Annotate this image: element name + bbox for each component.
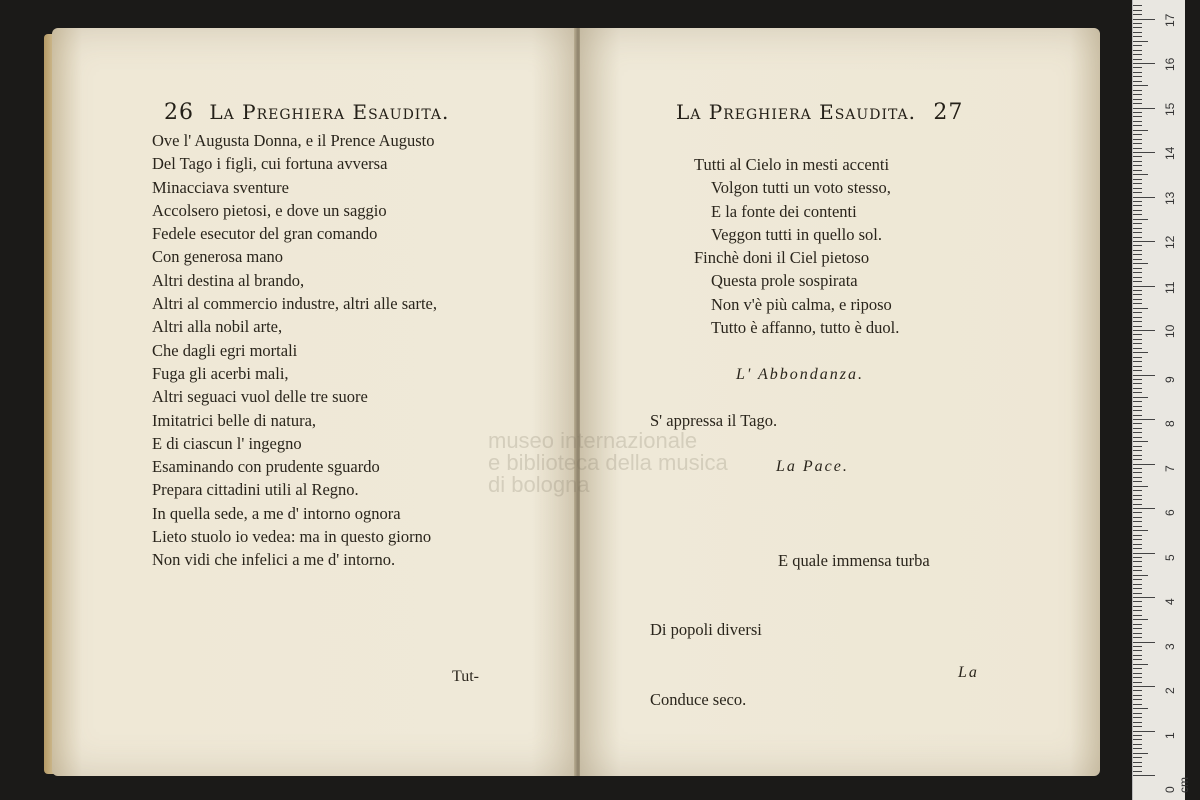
ruler-label: 17 [1163, 13, 1177, 27]
ruler-tick [1133, 446, 1142, 447]
open-book [52, 28, 1100, 780]
verse-line: E di ciascun l' ingegno [152, 433, 302, 453]
ruler-tick [1133, 357, 1142, 358]
ruler-tick [1133, 361, 1142, 362]
verse-line: Di popoli diversi [650, 620, 762, 640]
ruler-tick [1133, 50, 1142, 51]
ruler-tick [1133, 23, 1142, 24]
ruler-tick [1133, 228, 1142, 229]
verse-line: Che dagli egri mortali [152, 340, 298, 360]
ruler-tick [1133, 753, 1148, 754]
ruler-tick [1133, 263, 1148, 264]
ruler-tick [1133, 579, 1142, 580]
ruler-tick [1133, 148, 1142, 149]
ruler-tick [1133, 655, 1142, 656]
speaker-pace: La Pace. [776, 458, 849, 475]
ruler-tick [1133, 615, 1142, 616]
speaker-abbondanza: L' Abbondanza. [736, 366, 865, 383]
ruler-tick [1133, 192, 1142, 193]
ruler-tick [1133, 19, 1155, 20]
verse-line: Questa prole sospirata [711, 271, 858, 291]
verse-line: Del Tago i figli, cui fortuna avversa [152, 154, 388, 174]
ruler-label: 14 [1163, 146, 1177, 160]
ruler-tick [1133, 67, 1142, 68]
ruler-label: 15 [1163, 102, 1177, 116]
ruler-tick [1133, 259, 1142, 260]
verse-line: Finchè doni il Ciel pietoso [694, 248, 870, 268]
right-page-number: 27 [933, 100, 964, 125]
watermark-line: di bologna [488, 472, 590, 497]
verse-line: Ove l' Augusta Donna, e il Prence Augusto [152, 131, 435, 150]
ruler-tick [1133, 379, 1142, 380]
ruler-tick [1133, 156, 1142, 157]
ruler-tick [1133, 450, 1142, 451]
ruler-tick [1133, 472, 1142, 473]
verse-line: Non vidi che infelici a me d' intorno. [152, 550, 396, 570]
verse-line: Conduce seco. [650, 690, 747, 710]
ruler-tick [1133, 459, 1142, 460]
ruler-label: 9 [1163, 375, 1177, 383]
ruler-tick [1133, 748, 1142, 749]
ruler-tick [1133, 94, 1142, 95]
verse-line: Tutti al Cielo in mesti accenti [694, 155, 890, 174]
ruler-tick [1133, 312, 1142, 313]
ruler-tick [1133, 677, 1142, 678]
ruler-tick [1133, 539, 1142, 540]
ruler-tick [1133, 744, 1142, 745]
ruler-tick [1133, 512, 1142, 513]
ruler-tick [1133, 713, 1142, 714]
ruler-label: 11 [1163, 281, 1177, 294]
verse-line: Prepara cittadini utili al Regno. [152, 480, 359, 500]
ruler-tick [1133, 339, 1142, 340]
ruler-tick [1133, 237, 1142, 238]
ruler-tick [1133, 659, 1142, 660]
ruler-tick [1133, 286, 1155, 287]
ruler-tick [1133, 223, 1142, 224]
ruler-tick [1133, 423, 1142, 424]
ruler-label: 16 [1163, 57, 1177, 71]
ruler-label: 1 [1163, 731, 1177, 739]
ruler-tick [1133, 290, 1142, 291]
ruler-tick [1133, 174, 1148, 175]
verse-line: In quella sede, a me d' intorno ognora [152, 503, 401, 523]
ruler-tick [1133, 245, 1142, 246]
ruler-tick [1133, 143, 1142, 144]
ruler-tick [1133, 5, 1142, 6]
verse-line: Fedele esecutor del gran comando [152, 224, 378, 244]
ruler-tick [1133, 588, 1142, 589]
ruler-tick [1133, 326, 1142, 327]
ruler-tick [1133, 59, 1142, 60]
ruler-tick [1133, 112, 1142, 113]
ruler-tick [1133, 717, 1142, 718]
ruler-tick [1133, 455, 1142, 456]
verse-line: Altri alla nobil arte, [152, 317, 283, 337]
ruler-tick [1133, 477, 1142, 478]
ruler-tick [1133, 343, 1142, 344]
ruler-tick [1133, 557, 1142, 558]
ruler-tick [1133, 606, 1142, 607]
ruler-tick [1133, 352, 1148, 353]
ruler-label: 4 [1163, 598, 1177, 605]
ruler-tick [1133, 419, 1155, 420]
ruler-label: 3 [1163, 642, 1177, 650]
verse-line: E la fonte dei contenti [711, 201, 857, 221]
ruler-tick [1133, 197, 1155, 198]
verse-line: Esaminando con prudente sguardo [152, 457, 380, 477]
ruler-tick [1133, 481, 1142, 482]
ruler-tick [1133, 762, 1142, 763]
verse-line: Imitatrici belle di natura, [152, 410, 317, 430]
ruler-tick [1133, 548, 1142, 549]
ruler-tick [1133, 277, 1142, 278]
ruler-tick [1133, 375, 1155, 376]
ruler-tick [1133, 370, 1142, 371]
right-page [580, 28, 1100, 776]
ruler-label: 7 [1163, 464, 1177, 472]
ruler-tick [1133, 690, 1142, 691]
ruler-tick [1133, 771, 1142, 772]
ruler-tick [1133, 553, 1155, 554]
ruler-tick [1133, 27, 1142, 28]
ruler-tick [1133, 406, 1142, 407]
watermark-line: museo internazionale [488, 428, 698, 453]
ruler-tick [1133, 664, 1148, 665]
ruler-tick [1133, 103, 1142, 104]
verse-line: Minacciava sventure [152, 177, 289, 197]
ruler-tick [1133, 81, 1142, 82]
verse-line: Altri seguaci vuol delle tre suore [152, 387, 368, 407]
ruler-tick [1133, 650, 1142, 651]
ruler-tick [1133, 299, 1142, 300]
ruler-tick [1133, 272, 1142, 273]
ruler-tick [1133, 504, 1142, 505]
ruler-tick [1133, 388, 1142, 389]
right-catchword: La [958, 664, 979, 681]
ruler-tick [1133, 517, 1142, 518]
ruler-tick [1133, 303, 1142, 304]
ruler-tick [1133, 10, 1142, 11]
ruler-tick [1133, 499, 1142, 500]
ruler-tick [1133, 668, 1142, 669]
ruler-tick [1133, 205, 1142, 206]
ruler-tick [1133, 63, 1155, 64]
ruler-tick [1133, 397, 1148, 398]
ruler-tick [1133, 241, 1155, 242]
measuring-ruler [1132, 0, 1191, 800]
ruler-tick [1133, 601, 1142, 602]
ruler-tick [1133, 108, 1155, 109]
verse-line: Non v'è più calma, e riposo [711, 294, 892, 314]
ruler-tick [1133, 561, 1142, 562]
ruler-tick [1133, 757, 1142, 758]
ruler-tick [1133, 281, 1142, 282]
ruler-tick [1133, 348, 1142, 349]
ruler-tick [1133, 210, 1142, 211]
ruler-tick [1133, 722, 1142, 723]
left-title: La Preghiera Esaudita. [209, 100, 450, 124]
ruler-tick [1133, 45, 1142, 46]
ruler-tick [1133, 646, 1142, 647]
left-verse-block [152, 129, 437, 572]
ruler-tick [1133, 99, 1142, 100]
ruler-tick [1133, 214, 1142, 215]
ruler-tick [1133, 699, 1142, 700]
verse-line: Volgon tutti un voto stesso, [711, 178, 891, 198]
ruler-tick [1133, 432, 1142, 433]
ruler-tick [1133, 183, 1142, 184]
ruler-label: 6 [1163, 509, 1177, 516]
ruler-tick [1133, 232, 1142, 233]
verse-line: Fuga gli acerbi mali, [152, 363, 289, 383]
ruler-tick [1133, 76, 1142, 77]
ruler-tick [1133, 735, 1142, 736]
ruler-tick [1133, 593, 1142, 594]
ruler-tick [1133, 686, 1155, 687]
ruler-label: 8 [1163, 420, 1177, 427]
ruler-tick [1133, 766, 1142, 767]
ruler-tick [1133, 152, 1155, 153]
ruler-tick [1133, 121, 1142, 122]
ruler-tick [1133, 464, 1155, 465]
ruler-tick [1133, 179, 1142, 180]
verse-line: Lieto stuolo io vedea: ma in questo giorno [152, 527, 432, 547]
ruler-tick [1133, 366, 1142, 367]
ruler-tick [1133, 619, 1148, 620]
ruler-tick [1133, 673, 1142, 674]
ruler-tick [1133, 628, 1142, 629]
ruler-tick [1133, 317, 1142, 318]
ruler-label: 13 [1163, 191, 1177, 205]
ruler-tick [1133, 308, 1148, 309]
verse-line: Con generosa mano [152, 247, 284, 267]
ruler-tick [1133, 116, 1142, 117]
ruler-label: 0 cm [1163, 777, 1191, 793]
ruler-tick [1133, 134, 1142, 135]
left-running-head [164, 100, 449, 125]
ruler-tick [1133, 383, 1142, 384]
ruler-tick [1133, 139, 1142, 140]
ruler-tick [1133, 530, 1148, 531]
ruler-tick [1133, 41, 1148, 42]
left-catchword: Tut- [452, 668, 479, 685]
ruler-tick [1133, 125, 1142, 126]
ruler-tick [1133, 188, 1142, 189]
ruler-tick [1133, 708, 1148, 709]
ruler-tick [1133, 250, 1142, 251]
ruler-label: 10 [1163, 324, 1177, 338]
ruler-tick [1133, 726, 1142, 727]
right-title: La Preghiera Esaudita. [676, 100, 917, 124]
library-watermark [488, 430, 728, 496]
ruler-tick [1133, 570, 1142, 571]
ruler-tick [1133, 437, 1142, 438]
ruler-tick [1133, 161, 1142, 162]
ruler-tick [1133, 495, 1142, 496]
ruler-tick [1133, 14, 1142, 15]
verse-line: Veggon tutti in quello sol. [711, 224, 882, 244]
watermark-line: e biblioteca della musica [488, 450, 728, 475]
ruler-tick [1133, 535, 1142, 536]
left-page [52, 28, 576, 776]
ruler-tick [1133, 521, 1142, 522]
ruler-tick [1133, 294, 1142, 295]
ruler-tick [1133, 575, 1148, 576]
ruler-tick [1133, 36, 1142, 37]
ruler-label: 2 [1163, 687, 1177, 694]
ruler-tick [1133, 54, 1142, 55]
ruler-tick [1133, 624, 1142, 625]
ruler-tick [1133, 633, 1142, 634]
ruler-tick [1133, 415, 1142, 416]
verse-line: Altri al commercio industre, altri alle sarte, [152, 294, 437, 314]
ruler-tick [1133, 704, 1142, 705]
ruler-tick [1133, 201, 1142, 202]
ruler-tick [1133, 170, 1142, 171]
ruler-tick [1133, 85, 1148, 86]
ruler-tick [1133, 526, 1142, 527]
ruler-tick [1133, 441, 1148, 442]
ruler-tick [1133, 490, 1142, 491]
ruler-tick [1133, 165, 1142, 166]
ruler-tick [1133, 130, 1148, 131]
right-running-head [676, 100, 963, 125]
ruler-tick [1133, 508, 1155, 509]
ruler-tick [1133, 775, 1155, 776]
ruler-tick [1133, 219, 1148, 220]
ruler-tick [1133, 610, 1142, 611]
ruler-tick [1133, 566, 1142, 567]
verse-line: Accolsero pietosi, e dove un saggio [152, 200, 387, 220]
ruler-tick [1133, 637, 1142, 638]
ruler-tick [1133, 584, 1142, 585]
ruler-tick [1133, 739, 1142, 740]
ruler-tick [1133, 321, 1142, 322]
ruler-tick [1133, 597, 1155, 598]
ruler-label: 12 [1163, 235, 1177, 249]
ruler-tick [1133, 544, 1142, 545]
ruler-tick [1133, 695, 1142, 696]
ruler-tick [1133, 642, 1155, 643]
left-page-number: 26 [164, 100, 194, 125]
ruler-tick [1133, 428, 1142, 429]
verse-line: S' appressa il Tago. [650, 411, 778, 430]
ruler-tick [1133, 334, 1142, 335]
ruler-tick [1133, 268, 1142, 269]
ruler-tick [1133, 401, 1142, 402]
ruler-tick [1133, 32, 1142, 33]
ruler-tick [1133, 392, 1142, 393]
right-stanza [694, 153, 899, 339]
ruler-label: 5 [1163, 553, 1177, 561]
verse-line: E quale immensa turba [778, 550, 930, 570]
ruler-tick [1133, 486, 1148, 487]
pace-lines [650, 502, 1010, 758]
ruler-tick [1133, 72, 1142, 73]
ruler-tick [1133, 90, 1142, 91]
ruler-tick [1133, 410, 1142, 411]
ruler-tick [1133, 254, 1142, 255]
verse-line: Tutto è affanno, tutto è duol. [711, 318, 900, 338]
ruler-tick [1133, 330, 1155, 331]
ruler-tick [1133, 731, 1155, 732]
ruler-tick [1133, 468, 1142, 469]
verse-line: Altri destina al brando, [152, 270, 305, 290]
ruler-tick [1133, 682, 1142, 683]
